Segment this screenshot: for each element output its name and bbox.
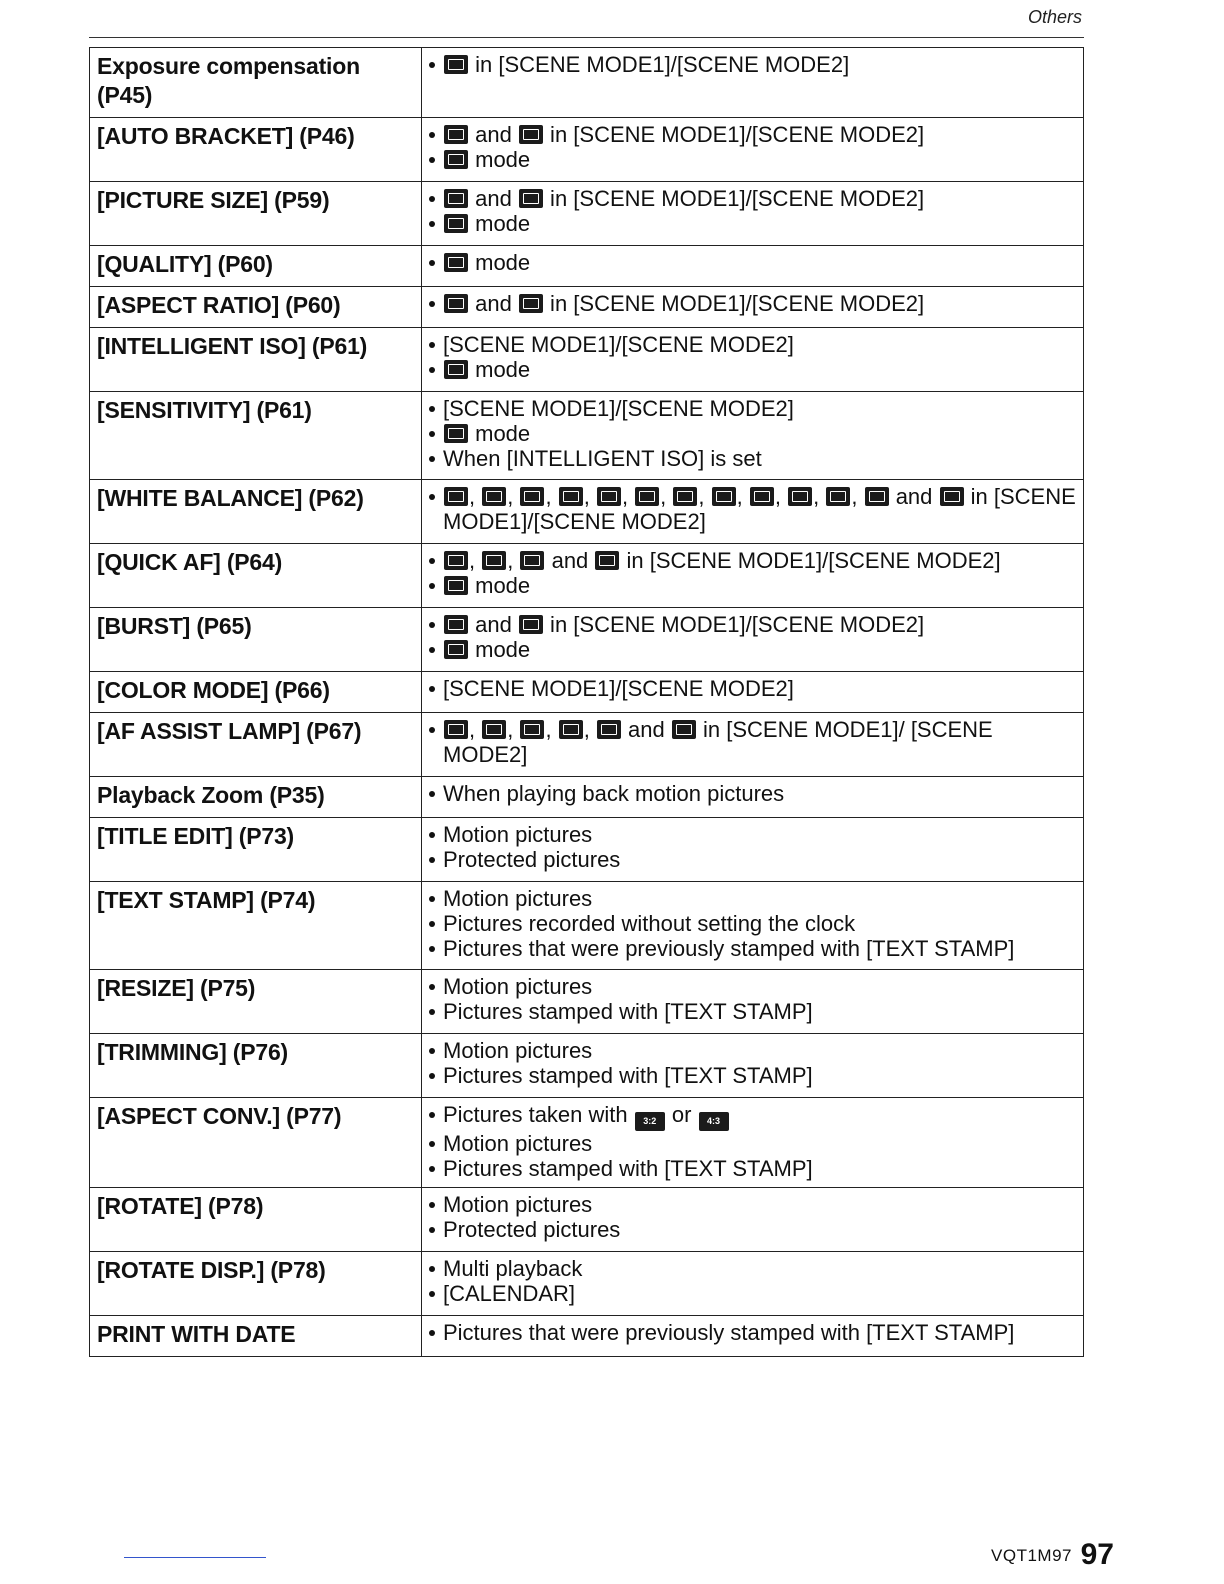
restriction-item: mode: [427, 211, 1077, 236]
footer-page-number: 97: [1080, 1538, 1114, 1571]
restriction-item: , , and in [SCENE MODE1]/[SCENE MODE2]: [427, 548, 1077, 573]
bullet-icon: [427, 847, 443, 872]
restriction-item: Motion pictures: [427, 1038, 1077, 1063]
restriction-item: mode: [427, 573, 1077, 598]
table-row: [90, 48, 1084, 118]
restriction-item: Protected pictures: [427, 847, 1077, 872]
footer-link-underline: [124, 1557, 266, 1558]
bullet-icon: [427, 1063, 443, 1088]
setting-label: [QUALITY] (P60): [90, 246, 422, 287]
restriction-list: [422, 246, 1084, 287]
scene-mode-icon: [519, 125, 543, 144]
table-row: [90, 713, 1084, 777]
table-row: [90, 246, 1084, 287]
scene-mode-icon: [444, 487, 468, 506]
restriction-item: and in [SCENE MODE1]/[SCENE MODE2]: [427, 612, 1077, 637]
aspect-ratio-icon: 4:3: [699, 1112, 729, 1131]
setting-label: [TRIMMING] (P76): [90, 1034, 422, 1098]
table-row: [90, 777, 1084, 818]
bullet-icon: [427, 637, 443, 662]
restriction-item: mode: [427, 421, 1077, 446]
table-row: [90, 287, 1084, 328]
restrictions-table: [89, 47, 1084, 1357]
setting-label: [ASPECT CONV.] (P77): [90, 1098, 422, 1188]
restriction-item: Pictures that were previously stamped with [TEXT STAMP]: [427, 1320, 1077, 1345]
scene-mode-icon: [482, 551, 506, 570]
bullet-icon: [427, 911, 443, 936]
restriction-list: [422, 1316, 1084, 1357]
restriction-list: [422, 777, 1084, 818]
bullet-icon: [427, 781, 443, 806]
aspect-ratio-icon: 3:2: [635, 1112, 665, 1131]
scene-mode-icon: [519, 189, 543, 208]
scene-mode-icon: [444, 360, 468, 379]
table-row: [90, 544, 1084, 608]
table-row: [90, 1034, 1084, 1098]
restriction-list: [422, 287, 1084, 328]
table-row: [90, 392, 1084, 480]
restriction-item: [CALENDAR]: [427, 1281, 1077, 1306]
restriction-item: in [SCENE MODE1]/[SCENE MODE2]: [427, 52, 1077, 77]
setting-label: Exposure compensation (P45): [90, 48, 422, 118]
restriction-list: [422, 608, 1084, 672]
setting-label: [TEXT STAMP] (P74): [90, 882, 422, 970]
table-row: [90, 818, 1084, 882]
scene-mode-icon: [444, 615, 468, 634]
bullet-icon: [427, 1156, 443, 1181]
setting-label: [PICTURE SIZE] (P59): [90, 182, 422, 246]
footer-doc-code: VQT1M97: [991, 1546, 1072, 1565]
restriction-item: and in [SCENE MODE1]/[SCENE MODE2]: [427, 122, 1077, 147]
scene-mode-icon: [635, 487, 659, 506]
restriction-list: [422, 118, 1084, 182]
scene-mode-icon: [597, 720, 621, 739]
setting-label: [TITLE EDIT] (P73): [90, 818, 422, 882]
bullet-icon: [427, 1038, 443, 1063]
scene-mode-icon: [519, 615, 543, 634]
bullet-icon: [427, 291, 443, 316]
bullet-icon: [427, 1192, 443, 1217]
bullet-icon: [427, 186, 443, 211]
restriction-item: When [INTELLIGENT ISO] is set: [427, 446, 1077, 471]
restrictions-table-body: [90, 48, 1084, 1357]
setting-label: PRINT WITH DATE: [90, 1316, 422, 1357]
table-row: [90, 118, 1084, 182]
setting-label: [AF ASSIST LAMP] (P67): [90, 713, 422, 777]
restriction-list: [422, 182, 1084, 246]
restriction-item: Pictures stamped with [TEXT STAMP]: [427, 1156, 1077, 1181]
scene-mode-icon: [444, 150, 468, 169]
restriction-item: [SCENE MODE1]/[SCENE MODE2]: [427, 332, 1077, 357]
setting-label: [COLOR MODE] (P66): [90, 672, 422, 713]
setting-label: [BURST] (P65): [90, 608, 422, 672]
bullet-icon: [427, 1217, 443, 1242]
scene-mode-icon: [444, 424, 468, 443]
bullet-icon: [427, 446, 443, 471]
bullet-icon: [427, 573, 443, 598]
table-row: [90, 608, 1084, 672]
scene-mode-icon: [444, 55, 468, 74]
scene-mode-icon: [826, 487, 850, 506]
bullet-icon: [427, 999, 443, 1024]
restriction-item: [SCENE MODE1]/[SCENE MODE2]: [427, 396, 1077, 421]
table-row: [90, 182, 1084, 246]
scene-mode-icon: [444, 189, 468, 208]
scene-mode-icon: [444, 640, 468, 659]
table-row: [90, 1316, 1084, 1357]
restriction-item: , , , , and in [SCENE MODE1]/ [SCENE MODE2]: [427, 717, 1077, 767]
scene-mode-icon: [750, 487, 774, 506]
restriction-item: Pictures that were previously stamped with [TEXT STAMP]: [427, 936, 1077, 961]
setting-label: [RESIZE] (P75): [90, 970, 422, 1034]
setting-label: [AUTO BRACKET] (P46): [90, 118, 422, 182]
scene-mode-icon: [482, 487, 506, 506]
scene-mode-icon: [444, 214, 468, 233]
bullet-icon: [427, 676, 443, 701]
scene-mode-icon: [444, 720, 468, 739]
setting-label: Playback Zoom (P35): [90, 777, 422, 818]
restriction-item: Pictures taken with 3:2 or 4:3: [427, 1102, 1077, 1131]
restriction-list: [422, 392, 1084, 480]
scene-mode-icon: [520, 487, 544, 506]
table-row: [90, 328, 1084, 392]
bullet-icon: [427, 548, 443, 573]
bullet-icon: [427, 211, 443, 236]
bullet-icon: [427, 1102, 443, 1127]
section-label: Others: [1027, 7, 1082, 27]
table-row: [90, 1252, 1084, 1316]
scene-mode-icon: [788, 487, 812, 506]
scene-mode-icon: [520, 720, 544, 739]
restriction-item: When playing back motion pictures: [427, 781, 1077, 806]
restriction-item: Pictures stamped with [TEXT STAMP]: [427, 1063, 1077, 1088]
scene-mode-icon: [559, 487, 583, 506]
bullet-icon: [427, 122, 443, 147]
bullet-icon: [427, 332, 443, 357]
restriction-list: [422, 1252, 1084, 1316]
restriction-item: mode: [427, 147, 1077, 172]
restriction-item: and in [SCENE MODE1]/[SCENE MODE2]: [427, 291, 1077, 316]
setting-label: [WHITE BALANCE] (P62): [90, 480, 422, 544]
scene-mode-icon: [673, 487, 697, 506]
restriction-item: Motion pictures: [427, 974, 1077, 999]
restriction-item: Motion pictures: [427, 1192, 1077, 1217]
restriction-item: and in [SCENE MODE1]/[SCENE MODE2]: [427, 186, 1077, 211]
scene-mode-icon: [595, 551, 619, 570]
setting-label: [QUICK AF] (P64): [90, 544, 422, 608]
restriction-list: [422, 818, 1084, 882]
table-row: [90, 970, 1084, 1034]
bullet-icon: [427, 822, 443, 847]
restriction-item: Pictures recorded without setting the clock: [427, 911, 1077, 936]
bullet-icon: [427, 1281, 443, 1306]
setting-label: [ROTATE] (P78): [90, 1188, 422, 1252]
scene-mode-icon: [482, 720, 506, 739]
restriction-list: [422, 672, 1084, 713]
scene-mode-icon: [519, 294, 543, 313]
table-row: [90, 672, 1084, 713]
scene-mode-icon: [444, 551, 468, 570]
restriction-list: [422, 882, 1084, 970]
restriction-list: [422, 544, 1084, 608]
scene-mode-icon: [672, 720, 696, 739]
table-row: [90, 1188, 1084, 1252]
bullet-icon: [427, 717, 443, 742]
table-row: [90, 1098, 1084, 1188]
restriction-list: [422, 1098, 1084, 1188]
scene-mode-icon: [559, 720, 583, 739]
bullet-icon: [427, 974, 443, 999]
restriction-item: mode: [427, 250, 1077, 275]
scene-mode-icon: [444, 294, 468, 313]
restriction-item: Motion pictures: [427, 822, 1077, 847]
setting-label: [SENSITIVITY] (P61): [90, 392, 422, 480]
bullet-icon: [427, 1320, 443, 1345]
scene-mode-icon: [444, 125, 468, 144]
setting-label: [INTELLIGENT ISO] (P61): [90, 328, 422, 392]
scene-mode-icon: [712, 487, 736, 506]
restriction-item: mode: [427, 357, 1077, 382]
bullet-icon: [427, 886, 443, 911]
table-row: [90, 480, 1084, 544]
bullet-icon: [427, 936, 443, 961]
bullet-icon: [427, 612, 443, 637]
bullet-icon: [427, 421, 443, 446]
restriction-item: Pictures stamped with [TEXT STAMP]: [427, 999, 1077, 1024]
restriction-list: [422, 48, 1084, 118]
restriction-list: [422, 1034, 1084, 1098]
scene-mode-icon: [865, 487, 889, 506]
setting-label: [ASPECT RATIO] (P60): [90, 287, 422, 328]
bullet-icon: [427, 52, 443, 77]
restriction-list: [422, 713, 1084, 777]
bullet-icon: [427, 1256, 443, 1281]
scene-mode-icon: [940, 487, 964, 506]
bullet-icon: [427, 147, 443, 172]
restriction-item: Motion pictures: [427, 1131, 1077, 1156]
restriction-list: [422, 970, 1084, 1034]
restriction-item: Multi playback: [427, 1256, 1077, 1281]
scene-mode-icon: [444, 576, 468, 595]
scene-mode-icon: [520, 551, 544, 570]
restriction-list: [422, 1188, 1084, 1252]
setting-label: [ROTATE DISP.] (P78): [90, 1252, 422, 1316]
restriction-list: [422, 480, 1084, 544]
restriction-item: Protected pictures: [427, 1217, 1077, 1242]
table-row: [90, 882, 1084, 970]
scene-mode-icon: [444, 253, 468, 272]
restriction-item: , , , , , , , , , , , and in [SCENE MODE1]/[SCENE MODE2]: [427, 484, 1077, 534]
bullet-icon: [427, 250, 443, 275]
scene-mode-icon: [597, 487, 621, 506]
restriction-item: [SCENE MODE1]/[SCENE MODE2]: [427, 676, 1077, 701]
bullet-icon: [427, 1131, 443, 1156]
restriction-item: Motion pictures: [427, 886, 1077, 911]
bullet-icon: [427, 357, 443, 382]
restriction-item: mode: [427, 637, 1077, 662]
header-rule: [89, 37, 1084, 38]
restriction-list: [422, 328, 1084, 392]
bullet-icon: [427, 396, 443, 421]
bullet-icon: [427, 484, 443, 509]
